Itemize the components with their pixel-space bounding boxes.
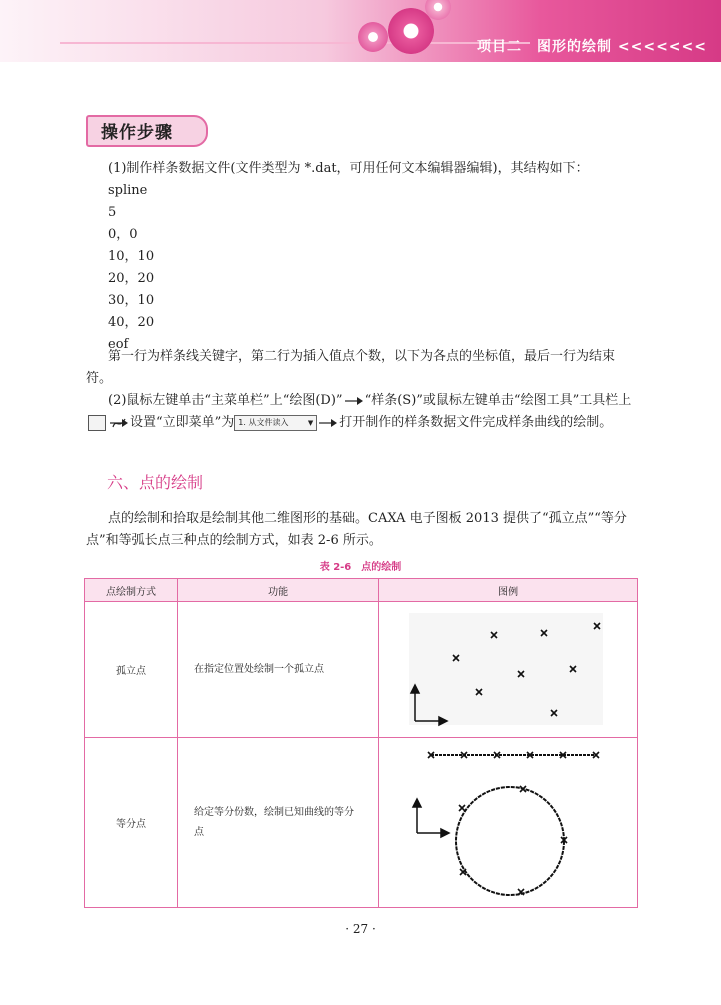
step2-text-a: (2)鼠标左键单击“主菜单栏”上“绘图(D)”	[108, 393, 343, 408]
instant-menu-dropdown	[234, 415, 317, 431]
page-header	[0, 0, 721, 62]
gear-decoration-icon	[425, 0, 451, 20]
divided-circle	[456, 787, 564, 895]
isolated-points-figure	[379, 603, 635, 737]
header-rule	[60, 42, 530, 44]
badge-label: 操作步骤	[101, 123, 173, 143]
table-header-row	[85, 579, 638, 602]
table-row	[85, 602, 638, 738]
mode-cell: 孤立点	[85, 602, 178, 738]
step2-text-c: 设置“立即菜单”为	[130, 415, 235, 430]
file-line: 40，20	[108, 315, 155, 330]
file-line: eof	[108, 337, 129, 352]
axes-icon	[413, 799, 449, 837]
example-cell	[379, 602, 638, 738]
file-line: 0，0	[108, 227, 138, 242]
gear-decoration-icon	[358, 22, 388, 52]
operation-steps-badge	[86, 115, 208, 147]
table-row	[85, 738, 638, 908]
table-caption: 表 2-6 点的绘制	[319, 562, 402, 573]
file-line: 30，10	[108, 293, 155, 308]
file-line: spline	[108, 183, 148, 198]
circle-division-points	[459, 786, 567, 895]
arrow-right-icon	[319, 419, 337, 427]
column-header: 点绘制方式	[85, 579, 178, 602]
file-line: 20，20	[108, 271, 155, 286]
page-number: · 27 ·	[345, 922, 376, 936]
column-header: 功能	[177, 579, 378, 602]
mode-cell: 等分点	[85, 738, 178, 908]
point-drawing-table	[84, 578, 638, 908]
spline-tool-icon	[88, 415, 106, 431]
section-heading: 六、点的绘制	[107, 473, 204, 492]
file-line: 5	[108, 205, 117, 220]
file-line: 10，10	[108, 249, 155, 264]
point-mark	[459, 805, 465, 811]
step2-paragraph	[86, 390, 636, 434]
chapter-title: 项目二 图形的绘制 <<<<<<<	[477, 39, 707, 55]
function-cell: 给定等分份数，绘制已知曲线的等分点	[177, 738, 378, 908]
function-cell: 在指定位置处绘制一个孤立点	[177, 602, 378, 738]
intro-paragraph: 点的绘制和拾取是绘制其他二维图形的基础。CAXA 电子图板 2013 提供了“孤立点”“等分点”和等弧长点三种点的绘制方式，如表 2-6 所示。	[86, 511, 627, 548]
step2-text-b: “样条(S)”或鼠标左键单击“绘图工具”工具栏上	[364, 393, 632, 408]
step1-text: (1)制作样条数据文件(文件类型为 *.dat，可用任何文本编辑器编辑)，其结构如下：	[108, 161, 589, 176]
arrow-right-icon	[110, 419, 128, 427]
example-cell	[379, 738, 638, 908]
arrow-right-icon	[345, 397, 363, 405]
dropdown-arrow-icon: ▼	[307, 418, 314, 427]
explain-paragraph: 第一行为样条线关键字，第二行为插入值点个数，以下为各点的坐标值，最后一行为结束符。	[86, 349, 616, 386]
step2-text-d: 打开制作的样条数据文件完成样条曲线的绘制。	[339, 415, 613, 430]
divided-points-figure	[379, 739, 635, 907]
column-header: 图例	[379, 579, 638, 602]
instant-menu-value: 1. 从文件读入	[238, 417, 289, 427]
